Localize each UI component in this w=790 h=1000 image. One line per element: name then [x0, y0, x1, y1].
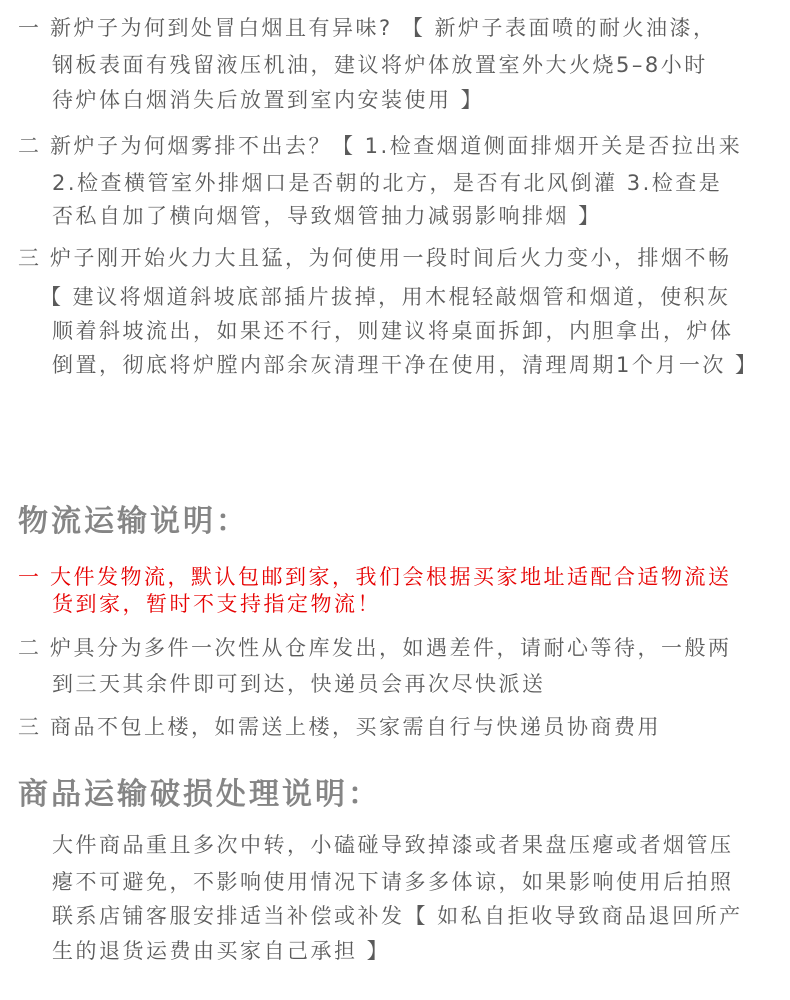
faq-item-3-line-3: 顺着斜坡流出，如果还不行，则建议将桌面拆卸，内胆拿出，炉体 [52, 319, 734, 343]
faq-item-2-text: 新炉子为何烟雾排不出去？【 1.检查烟道侧面排烟开关是否拉出来 [50, 134, 743, 158]
damage-line-4: 生的退货运费由买家自己承担 】 [52, 939, 391, 963]
faq-item-3-text: 炉子刚开始火力大且猛，为何使用一段时间后火力变小，排烟不畅 [50, 246, 732, 270]
faq-item-1-line-1 [18, 13, 717, 43]
damage-line-1: 大件商品重且多次中转，小磕碰导致掉漆或者果盘压瘪或者烟管压 [52, 833, 734, 857]
damage-title: 商品运输破损处理说明： [18, 777, 381, 812]
damage-line-3: 联系店铺客服安排适当补偿或补发【 如私自拒收导致商品退回所产 [52, 904, 743, 928]
faq-item-2-line-2: 2.检查横管室外排烟口是否朝的北方，是否有北风倒灌 3.检查是 [52, 171, 723, 195]
logistics-item-2-number: 二 [18, 636, 42, 660]
logistics-item-2-text: 炉具分为多件一次性从仓库发出，如遇差件，请耐心等待，一般两 [50, 636, 732, 660]
faq-item-1-line-3: 待炉体白烟消失后放置到室内安装使用 】 [52, 88, 485, 112]
logistics-item-1-text: 大件发物流，默认包邮到家，我们会根据买家地址适配合适物流送 [50, 565, 732, 589]
logistics-item-2-line-1 [18, 633, 732, 663]
logistics-item-3-text: 商品不包上楼，如需送上楼，买家需自行与快递员协商费用 [50, 715, 661, 739]
damage-line-2: 瘪不可避免，不影响使用情况下请多多体谅，如果影响使用后拍照 [52, 870, 734, 894]
faq-item-3-number: 三 [18, 246, 42, 270]
faq-item-1-number: 一 [18, 16, 42, 40]
faq-item-1-text: 新炉子为何到处冒白烟且有异味? 【 新炉子表面喷的耐火油漆， [50, 16, 717, 40]
faq-item-2-line-1 [18, 131, 742, 161]
logistics-item-1-number: 一 [18, 565, 42, 589]
faq-item-2-line-3: 否私自加了横向烟管，导致烟管抽力减弱影响排烟 】 [52, 204, 602, 228]
logistics-item-3-number: 三 [18, 715, 42, 739]
faq-item-1-line-2: 钢板表面有残留液压机油，建议将炉体放置室外大火烧5–8小时 [52, 53, 708, 77]
logistics-item-1-line-2: 货到家，暂时不支持指定物流！ [52, 592, 381, 616]
logistics-item-1-line-1 [18, 562, 732, 592]
faq-item-3-line-2: 【 建议将烟道斜坡底部插片拔掉，用木棍轻敲烟管和烟道，使积灰 [40, 285, 731, 309]
faq-item-2-number: 二 [18, 134, 42, 158]
faq-item-3-line-1 [18, 243, 732, 273]
logistics-item-3-line-1 [18, 712, 661, 742]
faq-item-3-line-4: 倒置，彻底将炉膛内部余灰清理干净在使用，清理周期1个月一次 】 [52, 353, 759, 377]
logistics-title: 物流运输说明： [18, 504, 249, 539]
logistics-item-2-line-2: 到三天其余件即可到达，快递员会再次尽快派送 [52, 672, 546, 696]
